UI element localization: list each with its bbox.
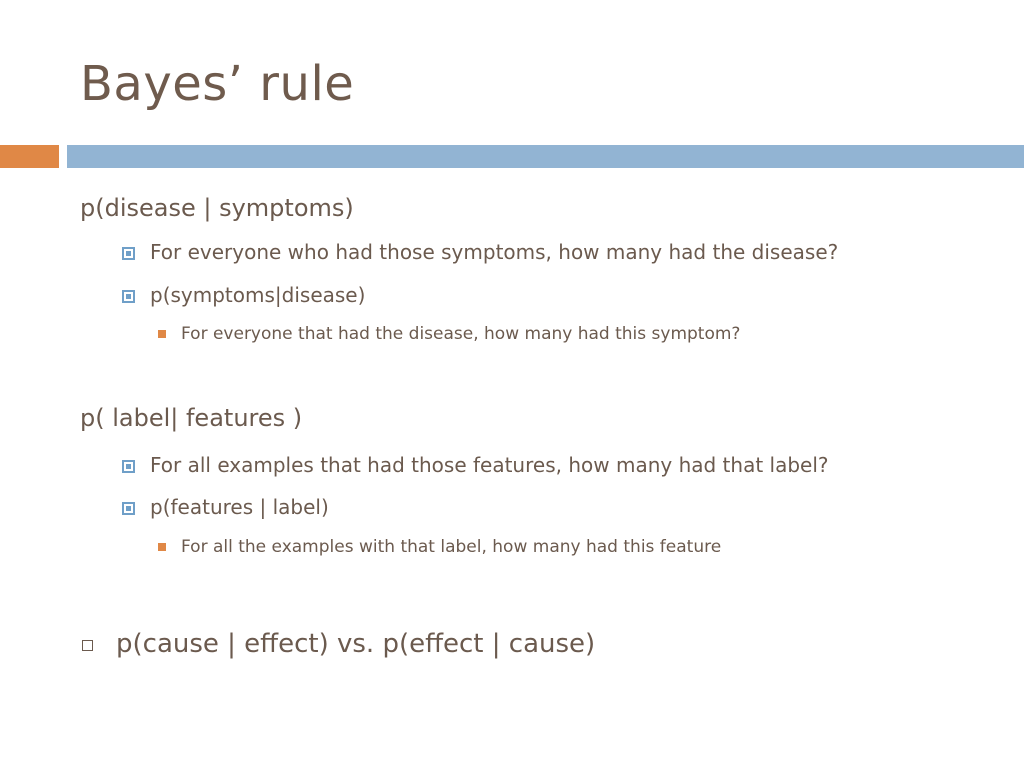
title-rule-blue — [67, 145, 1024, 168]
square-bullet-icon — [122, 502, 135, 515]
title-rule-orange — [0, 145, 59, 168]
block-2-subitem-1: For all the examples with that label, how many had this feature — [181, 537, 722, 557]
block-1-heading: p(disease | symptoms) — [80, 194, 354, 222]
block-2-heading: p( label| features ) — [80, 404, 303, 432]
block-2-item-2: p(features | label) — [150, 495, 329, 519]
slide-title: Bayes’ rule — [80, 56, 355, 112]
square-bullet-icon — [122, 460, 135, 473]
block-1-item-2: p(symptoms|disease) — [150, 283, 366, 307]
square-bullet-icon — [158, 543, 166, 551]
block-2-item-1: For all examples that had those features, how many had that label? — [150, 453, 829, 477]
block-1-subitem-1: For everyone that had the disease, how many had this symptom? — [181, 324, 741, 344]
block-1-item-1: For everyone who had those symptoms, how many had the disease? — [150, 240, 839, 264]
square-bullet-icon — [122, 290, 135, 303]
square-bullet-icon — [158, 330, 166, 338]
bottom-bullet: p(cause | effect) vs. p(effect | cause) — [116, 629, 596, 659]
square-bullet-icon — [82, 640, 93, 651]
square-bullet-icon — [122, 247, 135, 260]
